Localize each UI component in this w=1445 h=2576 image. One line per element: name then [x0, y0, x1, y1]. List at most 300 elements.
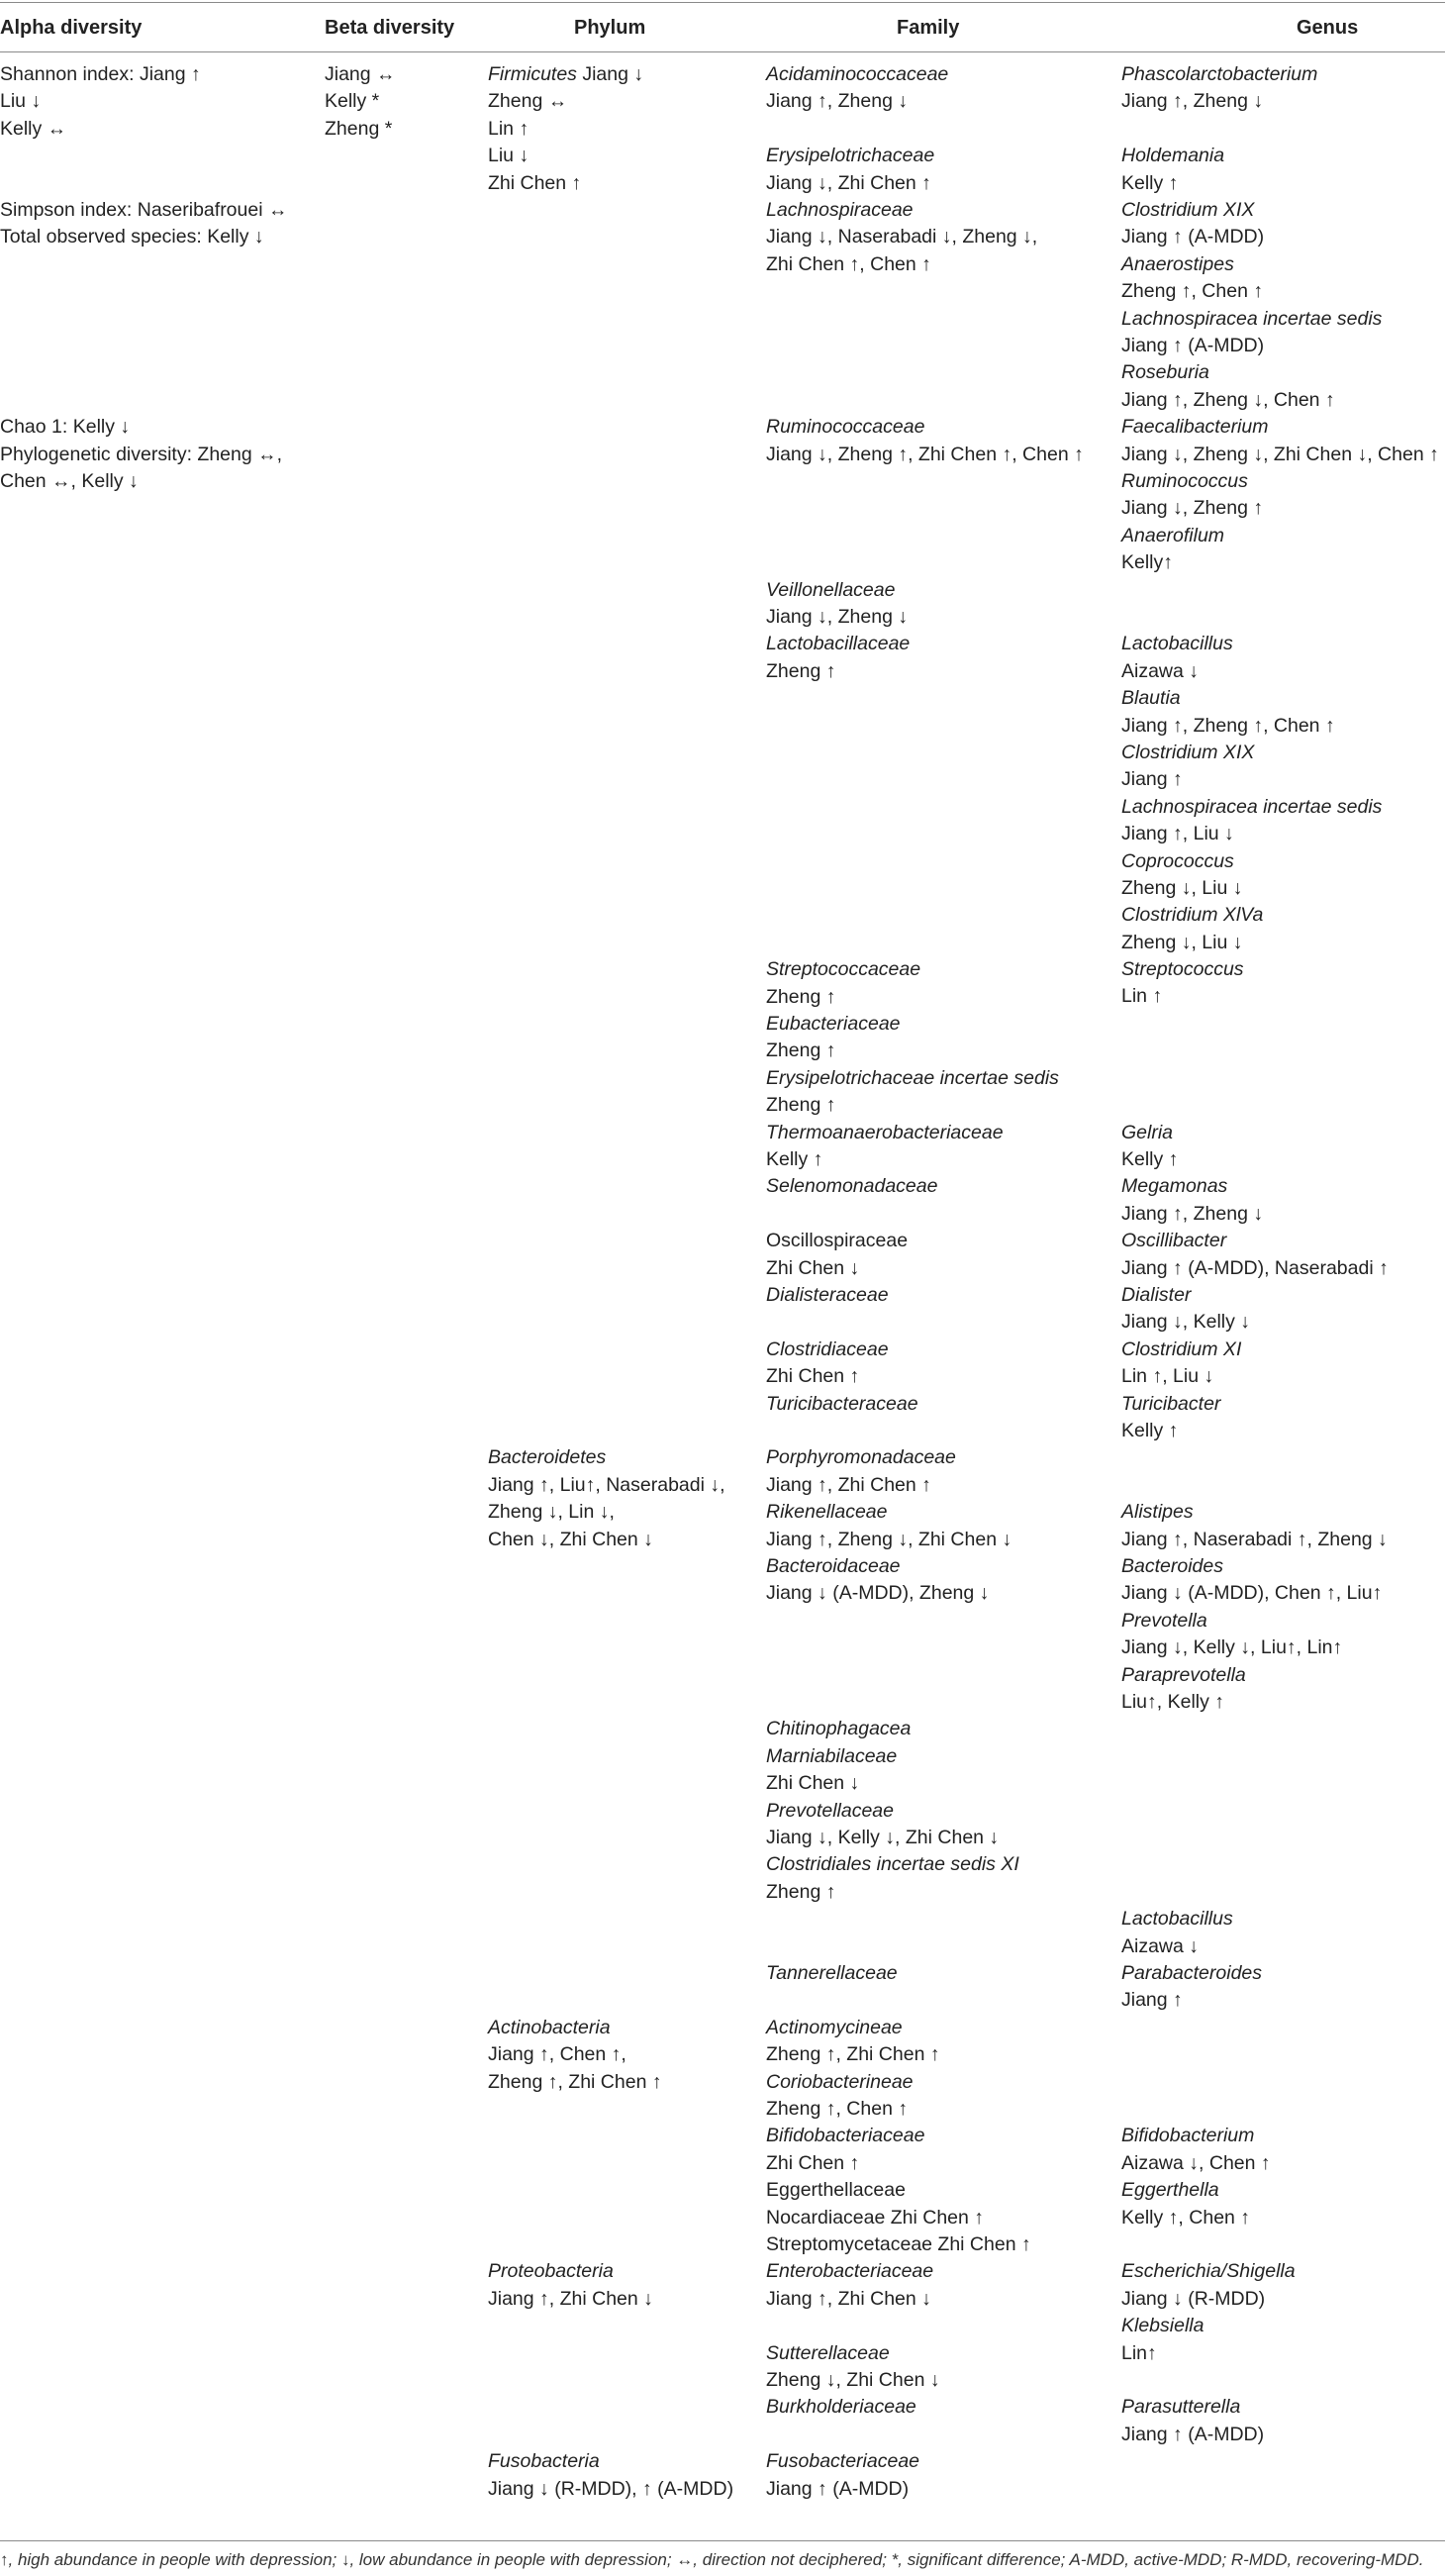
cell-line [766, 1391, 918, 1418]
cell-line [325, 61, 396, 88]
cell-line [1121, 1282, 1389, 1309]
cell-line [1121, 2150, 1271, 2177]
cell-line [1121, 794, 1382, 821]
cell-text: Ruminococcus [1121, 469, 1248, 492]
cell-line [0, 88, 201, 115]
cell-text: Jiang ↑, Liu↑, Naserabadi ↓, [488, 1473, 725, 1496]
cell-text: Jiang ↑, Zhi Chen ↑ [766, 1473, 931, 1496]
cell-line [766, 1743, 1019, 1770]
cell-line [1121, 821, 1382, 847]
cell-text: Clostridium XIX [1121, 198, 1255, 221]
cell-line [766, 442, 1084, 468]
cell-text: Jiang ↓ (A-MDD), Chen ↑, Liu↑ [1121, 1582, 1383, 1605]
cell-line [1121, 2340, 1296, 2367]
cell-text: Alistipes [1121, 1501, 1194, 1524]
cell-text: Streptomycetaceae Zhi Chen ↑ [766, 2232, 1031, 2255]
cell-text: Jiang ↓ (R-MDD) [1121, 2287, 1266, 2310]
cell-line [766, 1580, 1012, 1607]
cell-line [488, 2041, 662, 2068]
cell-line [766, 88, 948, 115]
cell-text: Jiang ↑ [1121, 768, 1183, 791]
cell-line [766, 1337, 918, 1363]
cell-text: Jiang ↔ [325, 63, 396, 85]
cell-text: Bacteroidetes [488, 1446, 607, 1469]
cell-line [1121, 1228, 1389, 1254]
cell-line [1121, 1580, 1388, 1607]
cell-family [766, 2015, 1031, 2259]
cell-text: Megamonas [1121, 1175, 1228, 1198]
cell-line [1121, 1987, 1262, 2014]
cell-line [1121, 143, 1382, 169]
cell-text: Jiang ↑ (A-MDD) [1121, 226, 1265, 248]
cell-family [766, 143, 1037, 278]
cell-text: Lactobacillus [1121, 633, 1233, 655]
cell-line [488, 1499, 725, 1526]
cell-line [488, 2448, 733, 2475]
cell-family [766, 414, 1084, 468]
cell-text: Veillonellaceae [766, 578, 896, 601]
cell-text: Proteobacteria [488, 2260, 614, 2283]
cell-line [0, 468, 282, 495]
cell-text: Paraprevotella [1121, 1663, 1246, 1686]
cell-text: Lin↑ [1121, 2341, 1157, 2364]
cell-line [766, 2448, 919, 2475]
cell-line [766, 224, 1037, 250]
cell-line [766, 170, 1037, 197]
cell-line [488, 1472, 725, 1499]
cell-line [766, 658, 910, 685]
cell-text: Chen ↔, Kelly ↓ [0, 469, 139, 492]
cell-text: Prevotella [1121, 1609, 1207, 1632]
cell-text: Lin ↑, Liu ↓ [1121, 1365, 1214, 1388]
cell-line [766, 1499, 1012, 1526]
cell-text: Rikenellaceae [766, 1501, 888, 1524]
cell-text: Aizawa ↓ [1121, 1934, 1200, 1957]
cell-genus [1121, 2258, 1296, 2367]
cell-line [766, 1851, 1019, 1878]
cell-family [766, 2258, 933, 2313]
cell-line [766, 1173, 1059, 1200]
cell-text: Kelly ↑ [766, 1147, 823, 1170]
cell-text: Jiang ↓ (R-MDD), ↑ (A-MDD) [488, 2477, 734, 2500]
cell-text: Jiang ↑, Chen ↑, [488, 2043, 626, 2066]
cell-line [766, 1065, 1059, 1092]
cell-line [766, 956, 1059, 983]
cell-line [1121, 1499, 1388, 1526]
cell-line [1121, 1608, 1388, 1635]
cell-line [766, 1770, 1019, 1797]
cell-line [766, 2476, 919, 2503]
cell-text: Roseburia [1121, 361, 1209, 384]
cell-line [766, 1092, 1059, 1119]
header-beta-diversity: Beta diversity [325, 17, 455, 39]
cell-text: Zheng ↑ [766, 1040, 836, 1062]
cell-genus [1121, 143, 1382, 414]
cell-line [488, 61, 643, 88]
cell-line [766, 577, 910, 604]
cell-line [766, 2123, 1031, 2149]
cell-text: Simpson index: Naseribafrouei ↔ [0, 199, 288, 221]
cell-line [0, 414, 282, 441]
cell-text: Lactobacillaceae [766, 633, 911, 655]
cell-line [0, 197, 287, 224]
cell-line [0, 442, 282, 468]
cell-line [1121, 442, 1439, 468]
cell-text: Zhi Chen ↑, Chen ↑ [766, 252, 931, 275]
cell-text: Jiang ↑, Zheng ↓ [766, 90, 909, 113]
cell-text: Zhi Chen ↓ [766, 1772, 860, 1795]
cell-line [766, 2015, 1031, 2041]
cell-line [1121, 414, 1439, 441]
cell-text: Erysipelotrichaceae [766, 145, 935, 167]
cell-text: Lin ↑ [1121, 985, 1163, 1008]
cell-line [766, 2367, 940, 2394]
cell-line [766, 1553, 1012, 1580]
cell-text: Jiang ↑ [1121, 1989, 1183, 2012]
cell-line [766, 1038, 1059, 1064]
cell-text: Jiang ↑, Zheng ↓ [1121, 90, 1264, 113]
cell-text: Clostridiales incertae sedis XI [766, 1853, 1019, 1876]
cell-text: Lachnospiracea incertae sedis [1121, 795, 1383, 818]
cell-line [488, 116, 643, 143]
cell-text: Bacteroides [1121, 1554, 1223, 1577]
cell-line [766, 604, 910, 631]
cell-text: Zheng ↑, Chen ↑ [1121, 280, 1264, 303]
cell-text: Streptococcaceae [766, 958, 921, 981]
cell-alpha [0, 197, 287, 251]
cell-line [1121, 685, 1382, 712]
cell-line [766, 1444, 1012, 1471]
cell-line [0, 116, 201, 143]
cell-line [1121, 1418, 1389, 1444]
cell-line [1121, 1201, 1389, 1228]
cell-text: Phylogenetic diversity: Zheng ↔, [0, 443, 283, 465]
cell-text: Jiang ↑, Naserabadi ↑, Zheng ↓ [1121, 1528, 1388, 1550]
cell-text: Zheng ↑, Zhi Chen ↑ [488, 2070, 662, 2093]
cell-genus [1121, 61, 1317, 116]
cell-text: Shannon index: Jiang ↑ [0, 63, 201, 85]
cell-text: Gelria [1121, 1121, 1174, 1143]
cell-line [766, 1472, 1012, 1499]
cell-text: Burkholderiaceae [766, 2396, 916, 2419]
cell-text: Jiang ↑, Zheng ↓, Chen ↑ [1121, 388, 1335, 411]
cell-text: Zheng ↓, Liu ↓ [1121, 876, 1243, 899]
cell-text: Blautia [1121, 687, 1181, 710]
cell-text: Zheng ↑ [766, 659, 836, 682]
cell-family [766, 577, 910, 686]
cell-line [766, 251, 1037, 278]
cell-text: Zheng ↑ [766, 1880, 836, 1903]
cell-line [0, 224, 287, 250]
cell-text: Jiang ↓, Zheng ↓, Zhi Chen ↓, Chen ↑ [1121, 443, 1439, 465]
cell-line [766, 1255, 908, 1282]
cell-family [766, 2448, 919, 2503]
cell-genus [1121, 631, 1382, 1010]
cell-text: Fusobacteria [488, 2450, 600, 2473]
cell-text: Jiang ↓, Kelly ↓, Zhi Chen ↓ [766, 1826, 1000, 1848]
cell-line [1121, 766, 1382, 793]
cell-text: Bifidobacteriaceae [766, 2125, 925, 2147]
cell-text: Marniabilaceae [766, 1744, 898, 1767]
cell-text: Sutterellaceae [766, 2341, 890, 2364]
cell-text: Jiang ↑ (A-MDD) [1121, 334, 1265, 356]
cell-text: Turicibacter [1121, 1392, 1221, 1415]
cell-line [1121, 1635, 1388, 1661]
cell-line [1121, 278, 1382, 305]
cell-family [766, 1228, 908, 1309]
cell-line [1121, 1309, 1389, 1336]
cell-text: Lachnospiraceae [766, 198, 914, 221]
cell-phylum [488, 1444, 725, 1553]
cell-line [1121, 2123, 1271, 2149]
cell-line [1121, 251, 1382, 278]
cell-text: Chitinophagacea [766, 1718, 912, 1740]
cell-text: Aizawa ↓, Chen ↑ [1121, 2151, 1271, 2174]
cell-genus [1121, 414, 1439, 576]
cell-text: Eggerthellaceae [766, 2179, 906, 2202]
cell-text: Jiang ↑ (A-MDD) [766, 2477, 910, 2500]
cell-text: Selenomonadaceae [766, 1175, 938, 1198]
cell-genus [1121, 2394, 1264, 2448]
cell-text: Jiang ↓, Kelly ↓ [1121, 1311, 1251, 1334]
cell-line [766, 1363, 918, 1390]
cell-text: Lin ↑ [488, 117, 530, 140]
table-bottom-rule [0, 2540, 1445, 2541]
cell-line [766, 2340, 940, 2367]
cell-text: Jiang ↓, Zheng ↑, Zhi Chen ↑, Chen ↑ [766, 443, 1084, 465]
cell-line [1121, 2286, 1296, 2313]
cell-line [766, 1282, 908, 1309]
cell-line [766, 414, 1084, 441]
cell-text: Porphyromonadaceae [766, 1446, 956, 1469]
cell-text: Eggerthella [1121, 2179, 1219, 2202]
cell-genus [1121, 1906, 1262, 2015]
header-rule [0, 51, 1445, 52]
cell-text: Klebsiella [1121, 2315, 1204, 2337]
cell-text: Jiang ↑, Liu ↓ [1121, 823, 1234, 845]
cell-line [1121, 2205, 1271, 2231]
cell-line [488, 2476, 733, 2503]
cell-line [766, 1011, 1059, 1038]
cell-text: Zheng ↑ [766, 1094, 836, 1117]
cell-phylum [488, 2015, 662, 2096]
cell-text: Jiang ↓, Zheng ↓ [766, 605, 909, 628]
cell-beta [325, 61, 396, 143]
cell-line [1121, 1527, 1388, 1553]
cell-line [488, 88, 643, 115]
cell-line [1121, 2258, 1296, 2285]
cell-line [1121, 387, 1382, 414]
cell-line [1121, 658, 1382, 685]
cell-text: Ruminococcaceae [766, 416, 925, 439]
cell-line [1121, 1120, 1389, 1146]
cell-line [766, 1146, 1059, 1173]
cell-line [766, 1960, 898, 1987]
cell-line [1121, 61, 1317, 88]
cell-line [1121, 956, 1382, 983]
cell-line [488, 2258, 653, 2285]
cell-text: Lactobacillus [1121, 1908, 1233, 1931]
cell-text: Liu↑, Kelly ↑ [1121, 1690, 1225, 1713]
cell-alpha [0, 414, 282, 495]
cell-line [1121, 88, 1317, 115]
cell-text: Jiang ↑, Zhi Chen ↓ [766, 2287, 931, 2310]
cell-text: Zhi Chen ↑ [766, 1365, 860, 1388]
cell-line [766, 1228, 908, 1254]
cell-text: Jiang ↑, Zheng ↓, Zhi Chen ↓ [766, 1528, 1012, 1550]
cell-text: Chao 1: Kelly ↓ [0, 416, 131, 439]
cell-line [488, 2015, 662, 2041]
cell-family [766, 2340, 940, 2422]
cell-text: Zheng ↓, Liu ↓ [1121, 931, 1243, 953]
cell-text: Kelly * [325, 90, 380, 113]
cell-text: Total observed species: Kelly ↓ [0, 226, 264, 248]
cell-text: Turicibacteraceae [766, 1392, 918, 1415]
cell-text: Faecalibacterium [1121, 416, 1269, 439]
cell-line [766, 2096, 1031, 2123]
cell-text: Fusobacteriaceae [766, 2450, 920, 2473]
cell-text: Parabacteroides [1121, 1961, 1263, 1984]
cell-line [1121, 1146, 1389, 1173]
cell-line [766, 2041, 1031, 2068]
cell-text: Jiang ↓, Zheng ↑ [1121, 497, 1264, 520]
cell-line [1121, 2394, 1264, 2421]
table-footnote: ↑, high abundance in people with depression; ↓, low abundance in people with depression; ↔, direction not deciphered; *, significant difference; A-MDD, active-MDD; R-MDD, recovering-MDD. [0, 2550, 1424, 2569]
cell-text: Jiang ↑, Zheng ↑, Chen ↑ [1121, 714, 1335, 737]
cell-text: Dialister [1121, 1283, 1192, 1306]
cell-text: Coriobacterineae [766, 2070, 914, 2093]
cell-text: Prevotellaceae [766, 1799, 894, 1822]
cell-line [1121, 848, 1382, 875]
cell-text: Clostridiaceae [766, 1338, 889, 1360]
cell-line [1121, 359, 1382, 386]
cell-line [766, 1798, 1019, 1825]
cell-text: Zheng ↔ [488, 90, 568, 113]
cell-line [766, 2150, 1031, 2177]
cell-text: Holdemania [1121, 145, 1225, 167]
cell-text: Zheng * [325, 117, 393, 140]
cell-line [1121, 631, 1382, 657]
cell-line [1121, 224, 1382, 250]
cell-text: Zhi Chen ↑ [488, 171, 582, 194]
cell-phylum [488, 2448, 733, 2503]
cell-text: Zheng ↓, Lin ↓, [488, 1501, 615, 1524]
cell-line [766, 61, 948, 88]
cell-text: Anaerostipes [1121, 252, 1234, 275]
cell-text: Zheng ↑ [766, 985, 836, 1008]
cell-line [488, 1527, 725, 1553]
cell-text: Zheng ↑, Zhi Chen ↑ [766, 2043, 940, 2066]
header-alpha-diversity: Alpha diversity [0, 17, 143, 39]
cell-family [766, 1444, 1012, 1607]
cell-text: Escherichia/Shigella [1121, 2260, 1296, 2283]
cell-text: Actinobacteria [488, 2016, 611, 2038]
cell-text: Coprococcus [1121, 849, 1234, 872]
cell-line [766, 984, 1059, 1011]
cell-line [1121, 1906, 1262, 1932]
cell-line [1121, 523, 1439, 549]
cell-genus [1121, 2123, 1271, 2231]
cell-text: Chen ↓, Zhi Chen ↓ [488, 1528, 653, 1550]
cell-phylum [488, 2258, 653, 2313]
cell-text: Aizawa ↓ [1121, 659, 1200, 682]
cell-line [766, 2258, 933, 2285]
cell-text: Oscillospiraceae [766, 1230, 909, 1252]
cell-line [766, 2231, 1031, 2258]
header-genus: Genus [1297, 17, 1359, 39]
cell-text: Lachnospiracea incertae sedis [1121, 307, 1383, 330]
cell-line [766, 1879, 1019, 1906]
cell-family [766, 956, 1059, 1201]
cell-line [766, 197, 1037, 224]
cell-text: Jiang ↓ (A-MDD), Zheng ↓ [766, 1582, 990, 1605]
cell-line [1121, 333, 1382, 359]
cell-genus [1121, 1120, 1389, 1445]
cell-text: Liu ↓ [0, 90, 42, 113]
cell-line [1121, 1363, 1389, 1390]
cell-line [1121, 1391, 1389, 1418]
cell-line [1121, 170, 1382, 197]
cell-line [1121, 740, 1382, 766]
cell-text: Clostridium XI [1121, 1338, 1242, 1360]
cell-line [488, 143, 643, 169]
cell-text: Clostridium XIX [1121, 741, 1255, 763]
cell-text: Actinomycineae [766, 2016, 903, 2038]
cell-line [1121, 1553, 1388, 1580]
cell-text: Streptococcus [1121, 958, 1244, 981]
cell-family [766, 1337, 918, 1418]
cell-text: Jiang ↓, Naserabadi ↓, Zheng ↓, [766, 226, 1038, 248]
cell-line [1121, 1255, 1389, 1282]
cell-genus [1121, 1499, 1388, 1716]
cell-text: Oscillibacter [1121, 1230, 1227, 1252]
cell-line [766, 631, 910, 657]
cell-line [325, 116, 396, 143]
cell-text: Clostridium XlVa [1121, 904, 1264, 927]
cell-line [0, 61, 201, 88]
cell-line [1121, 2313, 1296, 2339]
cell-line [1121, 549, 1439, 576]
cell-line [1121, 2422, 1264, 2448]
cell-text: Jiang ↑, Zhi Chen ↓ [488, 2287, 653, 2310]
cell-line [488, 170, 643, 197]
cell-line [1121, 468, 1439, 495]
cell-line [1121, 2177, 1271, 2204]
cell-text: Jiang ↑, Zheng ↓ [1121, 1202, 1264, 1225]
cell-text: Kelly ↑ [1121, 1419, 1179, 1441]
cell-text: Eubacteriaceae [766, 1012, 901, 1035]
cell-line [766, 1825, 1019, 1851]
cell-line [1121, 930, 1382, 956]
cell-text: Dialisteraceae [766, 1283, 889, 1306]
cell-line [488, 2286, 653, 2313]
cell-text: Bifidobacterium [1121, 2125, 1255, 2147]
cell-text: Jiang ↓, Zhi Chen ↑ [766, 171, 931, 194]
cell-line [766, 1120, 1059, 1146]
cell-line [1121, 197, 1382, 224]
cell-line [1121, 1933, 1262, 1960]
cell-text: Liu ↓ [488, 145, 530, 167]
cell-line [488, 2069, 662, 2096]
cell-text: Kelly ↑ [1121, 1147, 1179, 1170]
cell-text: Phascolarctobacterium [1121, 63, 1318, 85]
cell-line [1121, 1337, 1389, 1363]
cell-line [1121, 1173, 1389, 1200]
cell-line [1121, 875, 1382, 902]
cell-text: Zheng ↑, Chen ↑ [766, 2097, 909, 2120]
cell-text: Tannerellaceae [766, 1962, 898, 1984]
cell-text: Erysipelotrichaceae incertae sedis [766, 1066, 1059, 1089]
